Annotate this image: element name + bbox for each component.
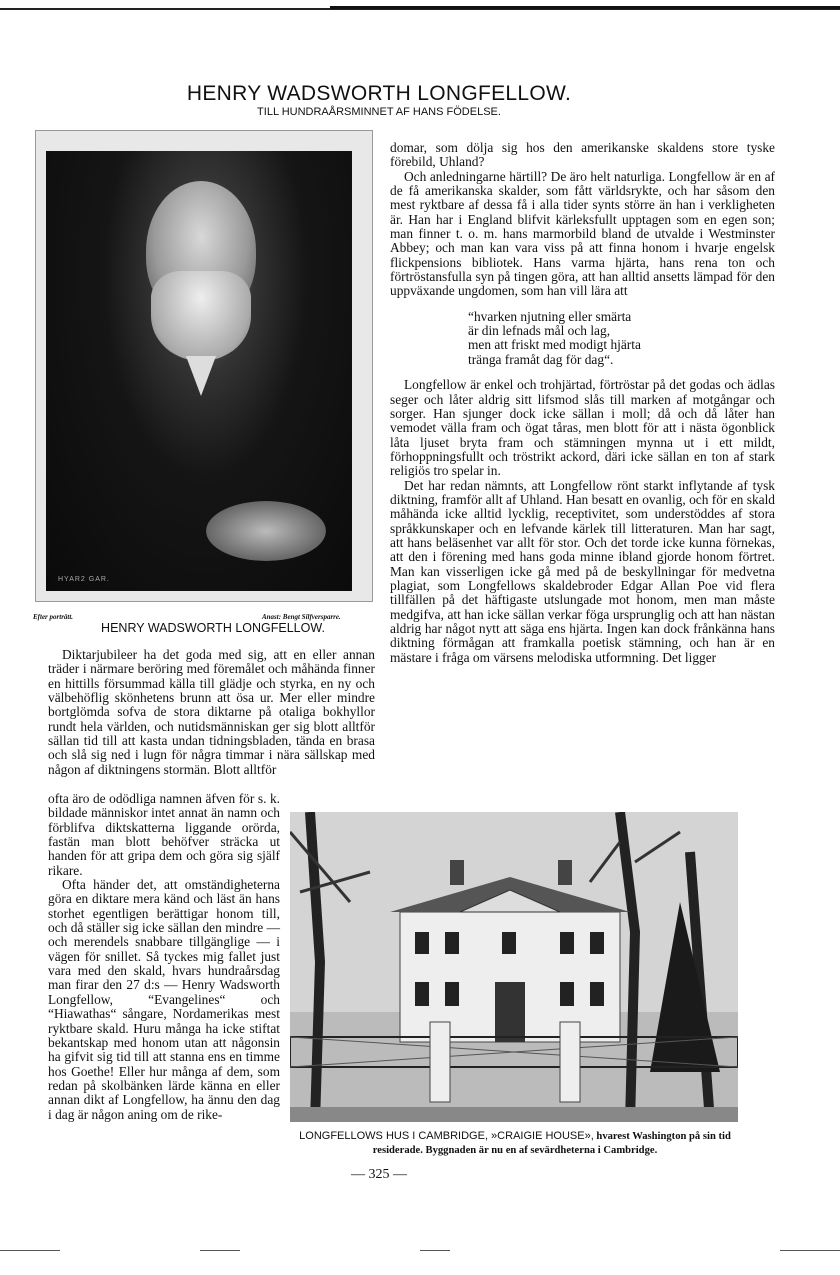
photographer-mark: HYAR2 GAR. <box>58 576 110 583</box>
bottom-rule <box>420 1250 450 1251</box>
paragraph: Longfellow är enkel och trohjärtad, förtröstar på det godas och ädlas seger och låter aldrig sitt lifsmod slås till marken af motgångar och sorger. Han sjunger dock icke sällan i moll; då och då låter han vemodet välla fram och ögat tåras, men blott för att i nästa ögonblick låta ljuset bryta fram och stämningen mynna ut i ett mildt, förhoppningsfullt och tröstrikt ackord, däri icke sällan en ton af stark religiös tro spelar in. <box>390 377 775 479</box>
front-door <box>495 982 525 1042</box>
poem-line: tränga framåt dag för dag“. <box>468 351 614 367</box>
house-photo <box>290 812 738 1122</box>
house-caption: LONGFELLOWS HUS I CAMBRIDGE, »CRAIGIE HOUSE», hvarest Washington på sin tid residerade. Byggnaden är nu en af sevärdheterna i Cambridge. <box>299 1130 731 1156</box>
left-column-narrow <box>48 792 280 1122</box>
article-subtitle: TILL HUNDRAÅRSMINNET AF HANS FÖDELSE. <box>257 106 501 118</box>
portrait-caption: HENRY WADSWORTH LONGFELLOW. <box>101 621 325 635</box>
poem-quote <box>468 310 775 367</box>
paragraph-continued: ofta äro de odödliga namnen äfven för s. k. bildade människor intet annat än namn och förblifva diktskatterna liggande orörda, fastän man blott behöfver sträcka ut handen för att gripa dem och göra sig själf rikare. <box>48 791 280 878</box>
paragraph: Och anledningarne härtill? De äro helt naturliga. Longfellow är en af de få amerikanska skalder, som fått världsrykte, och har såsom den mest ryktbare af dessa få i alla tider synts större än han i verkligheten är. Han har i England blifvit kärleksfullt upptagen som en egen son; man finner t. o. m. hans marmorbild bland de utvalde i Westminster Abbey; och man kan vara viss på att finna honom i hvarje engelsk flickpensions bibliotek. Hans varma hjärta, hans rena ton och förtröstansfulla syn på tingen göra, att han alltid ansetts lämpad för den uppväxande ungdomen, som han vill lära att <box>390 168 775 299</box>
portrait-hand <box>206 501 326 561</box>
portrait-credit-left: Efter porträtt. <box>33 613 74 621</box>
poem-line: men att friskt med modigt hjärta <box>468 337 641 353</box>
portrait-photo <box>46 151 352 591</box>
portrait-collar <box>186 356 216 396</box>
paragraph: Det har redan nämnts, att Longfellow rönt starkt inflytande af tysk diktning, framför allt af Uhland. Han besatt en ovanlig, och för en skald måhända icke alltid lycklig, receptivitet, som understöddes af stora språkkunskaper och en lefvande kärlek till litteraturen. Man har sagt, att hans beläsenhet var allt för stor. Och det torde icke kunna förnekas, att den i förening med hans goda minne ibland gjorde honom förtret. Man kan visserligen icke gå med på de beskyllningar för medvetna plagiat, som Longfellows skaldebroder Edgar Allan Poe vid flera tillfällen på det häftigaste utslungade mot honom, men man måste medgifva, att han icke sällan verkar föga ursprunglig och att han nästan aldrig har något nytt att säga ens hjärta. Ingen kan dock frånkänna hans diktning förmågan att framkalla poetisk stämning, och han är en mästare i fråga om värsens melodiska utformning. Det ligger <box>390 477 775 665</box>
article-title: HENRY WADSWORTH LONGFELLOW. <box>186 82 572 105</box>
bottom-rule <box>780 1250 840 1251</box>
portrait-figure <box>35 130 373 602</box>
left-column-top <box>48 648 375 777</box>
top-rule-bold <box>330 6 840 9</box>
paragraph: Diktarjubileer ha det goda med sig, att en eller annan träder i närmare beröring med föremålet och måhända finner en hittills försummad källa till glädje och styrka, en ny och välbehöflig skönhetens brunn att ösa ur. Mer eller mindre bortglömda sofva de stora diktarne på otaliga bokhyllor rundt hela världen, och nutidsmänniskan ger sig blott alltför sällan tid till att kasta undan tidningsbladen, tända en brasa och slå sig ned i lugn för några timmar i nära sällskap med någon af diktningens stormän. Blott alltför <box>48 647 375 777</box>
portrait-beard <box>151 271 251 361</box>
poem-line: “hvarken njutning eller smärta <box>468 308 632 324</box>
poem-line: är din lefnads mål och lag, <box>468 323 611 339</box>
portrait-credit-right: Anast: Bengt Silfversparre. <box>262 613 341 621</box>
page-number: — 325 — <box>351 1167 407 1182</box>
right-column <box>390 141 775 665</box>
paragraph: Ofta händer det, att omständigheterna göra en diktare mera känd och läst än hans storhet egentligen berättigar honom till, och då ställer sig icke sällan den mindre — och merendels snabbare tillgänglige — i vägen för snillet. Så tyckes mig fallet just vara med den skald, hvars hundraårsdag man firar den 27 d:s — Henry Wadsworth Longfellow, “Evangelines“ och “Hiawathas“ sångare, Nordamerikas mest ryktbare skald. Huru många ha icke stiftat bekantskap med honom utan att någonsin ha gifvit sig tid till att stanna ens en timme hos Goethe! Eller hur många af dem, som redan på skolbänken lärde känna en eller annan dikt af Longfellow, ha ännu den dag i dag är någon aning om de rike- <box>48 877 280 1122</box>
bottom-rule <box>200 1250 240 1251</box>
paragraph: domar, som dölja sig hos den amerikanske skaldens store tyske förebild, Uhland? <box>390 140 775 170</box>
bottom-rule <box>0 1250 60 1251</box>
